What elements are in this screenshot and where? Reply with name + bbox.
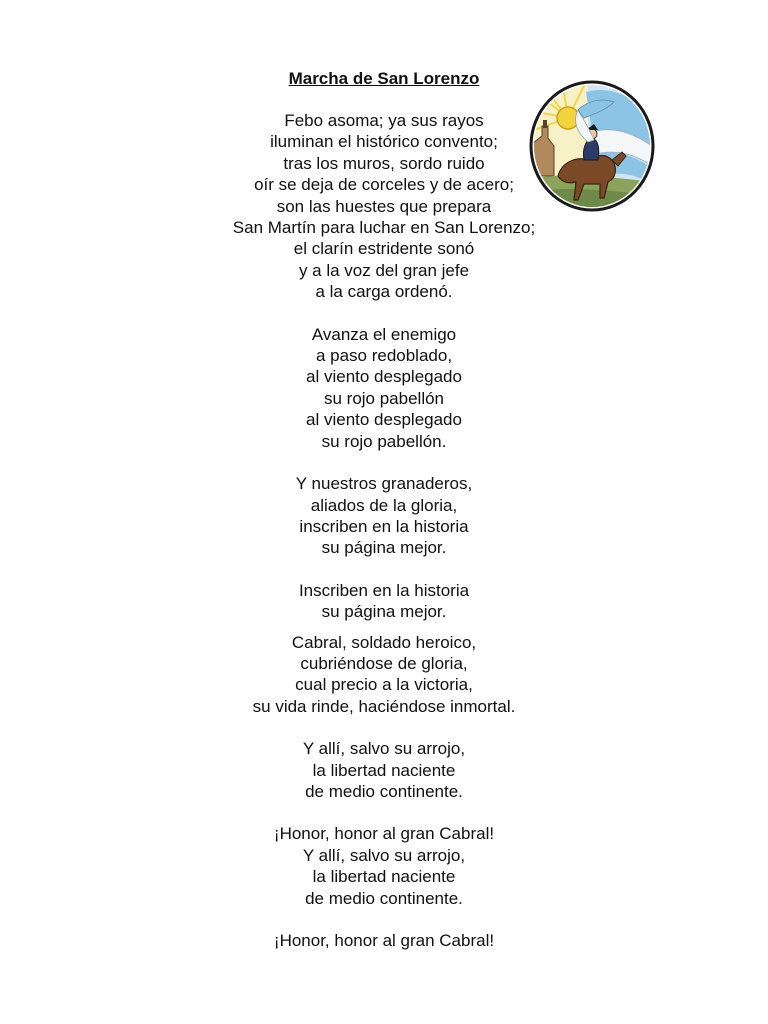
poem-stanza-6 <box>0 738 768 802</box>
poem-title: Marcha de San Lorenzo <box>288 69 480 88</box>
poem-line: ¡Honor, honor al gran Cabral! <box>273 824 495 844</box>
poem-line: al viento desplegado <box>306 410 462 430</box>
poem-stanza-1 <box>0 110 768 303</box>
poem-line: inscriben en la historia <box>299 516 469 536</box>
poem-line: su vida rinde, haciéndose inmortal. <box>252 696 516 716</box>
poem-line: su rojo pabellón <box>323 388 445 408</box>
poem-line: la libertad naciente <box>312 760 456 780</box>
poem-stanza-3 <box>0 473 768 559</box>
poem-line: su página mejor. <box>321 602 447 622</box>
poem-line: cual precio a la victoria, <box>295 675 473 695</box>
poem-body <box>0 110 768 972</box>
poem-line: de medio continente. <box>305 781 463 801</box>
poem-line: Cabral, soldado heroico, <box>291 632 477 652</box>
poem-line: Avanza el enemigo <box>311 324 457 344</box>
poem-line: Y nuestros granaderos, <box>295 474 473 494</box>
poem-line: la libertad naciente <box>312 867 456 887</box>
poem-line: de medio continente. <box>305 888 463 908</box>
poem-line: su página mejor. <box>321 538 447 558</box>
poem-stanza-2 <box>0 324 768 452</box>
poem-line: Inscriben en la historia <box>298 580 470 600</box>
poem-line: aliados de la gloria, <box>310 495 458 515</box>
poem-line: su rojo pabellón. <box>321 431 447 451</box>
poem-line: tras los muros, sordo ruido <box>283 153 485 173</box>
poem-line: son las huestes que prepara <box>276 196 492 216</box>
poem-line: oír se deja de corceles y de acero; <box>254 175 514 195</box>
poem-stanza-7 <box>0 823 768 909</box>
poem-line: ¡Honor, honor al gran Cabral! <box>273 931 495 950</box>
poem-line: y a la voz del gran jefe <box>298 260 470 280</box>
poem-line: a paso redoblado, <box>315 346 453 366</box>
poem-line: iluminan el histórico convento; <box>270 132 498 152</box>
poem-line: cubriéndose de gloria, <box>300 653 468 673</box>
poem-stanza-4 <box>0 580 768 623</box>
poem-line: Febo asoma; ya sus rayos <box>284 111 484 130</box>
poem-line: Y allí, salvo su arrojo, <box>302 739 466 759</box>
poem-line: San Martín para luchar en San Lorenzo; <box>232 218 536 238</box>
poem-stanza-8 <box>0 930 768 951</box>
poem-line: al viento desplegado <box>306 367 462 387</box>
poem-line: el clarín estridente sonó <box>293 239 475 259</box>
poem-line: a la carga ordenó. <box>315 282 453 302</box>
poem-stanza-5 <box>0 632 768 718</box>
poem-line: Y allí, salvo su arrojo, <box>302 845 466 865</box>
